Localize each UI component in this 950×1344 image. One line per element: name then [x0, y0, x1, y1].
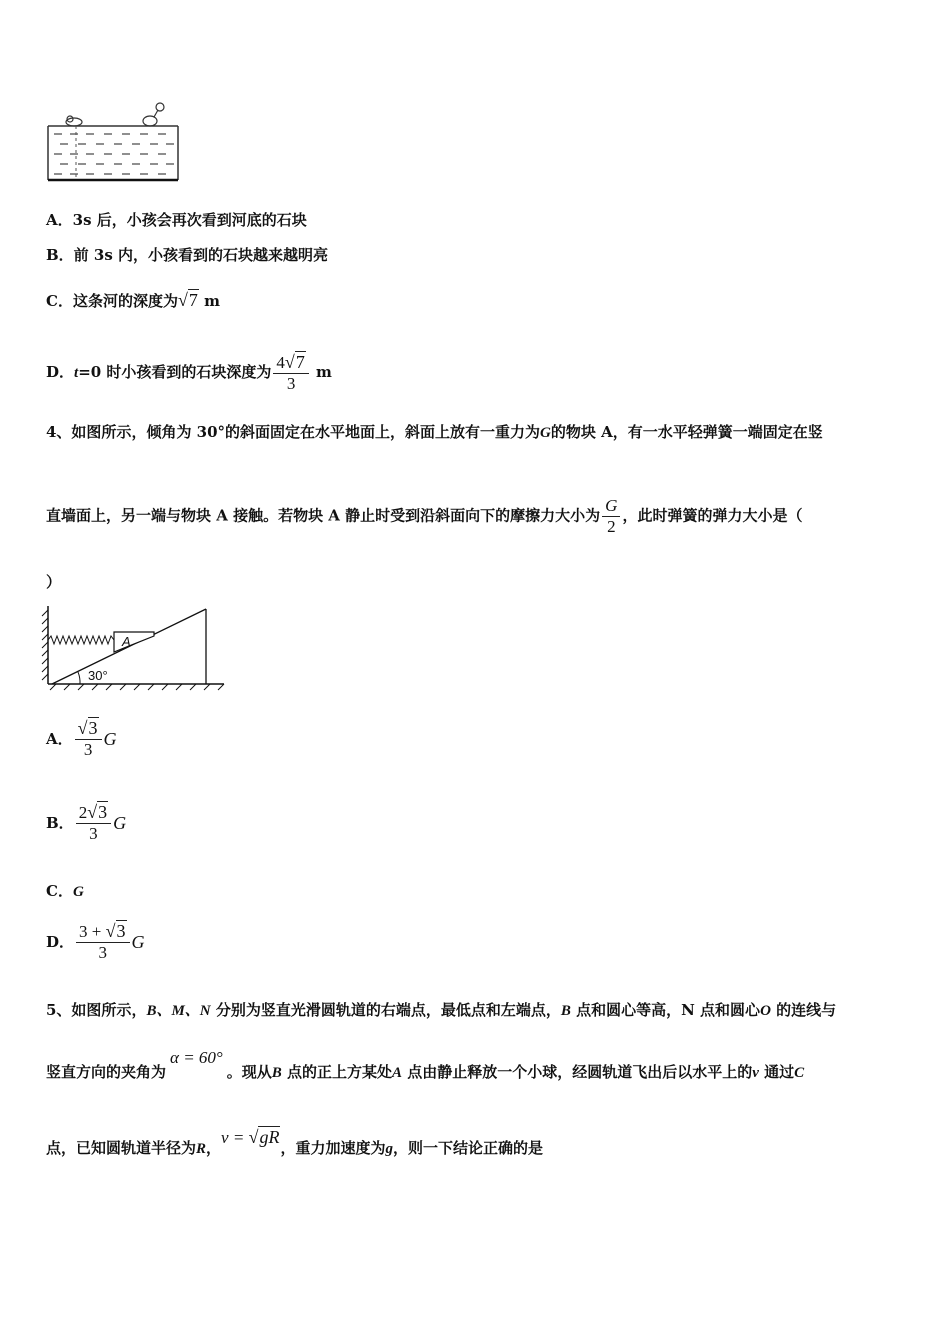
- q4-option-d-label: D．: [46, 933, 75, 951]
- q5-line3-var-g: g: [385, 1141, 393, 1157]
- q3-option-c-sqrt: √7: [177, 290, 198, 310]
- q4-friction-fraction: [602, 496, 620, 537]
- q4-stem-line2: [46, 496, 802, 537]
- q4-line1-text-b: 的物块 A，有一水平轻弹簧一端固定在竖: [550, 423, 823, 441]
- q5-alpha-equation: α = 60°: [170, 1048, 223, 1067]
- q5-line2-text-e: 通过: [758, 1063, 795, 1081]
- q5-v-eq-left: v =: [221, 1128, 249, 1147]
- q5-line3-text-c: ，重力加速度为: [280, 1139, 386, 1157]
- q5-line3-var-r: R: [196, 1141, 207, 1157]
- q4-option-b-fraction: $\frac{2√3}{3}$: [76, 802, 111, 844]
- q3-option-b: B．前 3s 内，小孩看到的石块越来越明亮: [46, 246, 329, 264]
- q4-option-a-var: G: [103, 729, 117, 749]
- q4-option-d-var: G: [131, 932, 145, 952]
- q4-option-d-fraction: $\frac{3 + √3}{3}$: [76, 921, 129, 963]
- q5-line2-text-d: 点由静止释放一个小球，经圆轨道飞出后以水平上的: [402, 1063, 753, 1081]
- q5-stem-line3: [46, 1127, 543, 1159]
- q4-option-a-fraction: $\frac{√3}{3}$: [75, 718, 102, 760]
- q4-option-b-label: B．: [46, 814, 74, 832]
- q3-option-d-text: =0 时小孩看到的石块深度为: [78, 363, 272, 381]
- incline-figure: [40, 600, 230, 692]
- q3-option-d-fraction: $\frac{4√7}{3}$: [273, 352, 308, 394]
- q4-option-b-radicand: 3: [98, 802, 108, 822]
- q3-option-d-var: t: [74, 365, 79, 381]
- q4-option-c: [46, 881, 84, 902]
- q3-option-c: [46, 290, 220, 311]
- q4-option-a: [46, 718, 117, 760]
- q5-line1-text-b: 分别为竖直光滑圆轨道的右端点，最低点和左端点，: [210, 1001, 561, 1019]
- q5-line1-text-d: 的连线与: [770, 1001, 837, 1019]
- q4-option-b-coef: 2: [78, 803, 88, 822]
- q4-stem-line3: ）: [46, 573, 62, 591]
- q5-line3-text-d: ，则一下结论正确的是: [392, 1139, 543, 1157]
- q5-line3-text-b: ，: [206, 1139, 222, 1157]
- q3-option-a: A．3s 后，小孩会再次看到河底的石块: [46, 211, 307, 229]
- angle-label: 30°: [88, 668, 108, 683]
- q4-option-a-label: A．: [46, 730, 73, 748]
- q5-line2-var-a: A: [391, 1065, 402, 1081]
- q4-option-a-den: 3: [75, 739, 102, 760]
- q4-option-a-radicand: 3: [88, 718, 98, 738]
- q5-line2-text-a: 竖直方向的夹角为: [46, 1063, 167, 1081]
- q4-line1-text-a: 4、如图所示，倾角为 30°的斜面固定在水平地面上，斜面上放有一重力为: [46, 423, 541, 441]
- q4-frac-den: 2: [602, 516, 620, 537]
- q5-v-eq-radicand: gR: [259, 1127, 280, 1147]
- q4-option-b-var: G: [113, 813, 127, 833]
- q5-stem-line2: [46, 1048, 805, 1083]
- q5-line1-text-a: 5、如图所示，: [46, 1001, 147, 1019]
- block-label: A: [122, 634, 131, 649]
- q3-option-c-unit: m: [204, 292, 220, 310]
- q5-line2-text-b: 。现从: [226, 1063, 272, 1081]
- q5-line2-var-v: v: [752, 1065, 759, 1081]
- q3-option-c-radicand: 7: [188, 290, 198, 310]
- q3-option-d-radicand: 7: [295, 352, 305, 372]
- q3-option-d: [46, 352, 332, 394]
- q3-option-d-label: D．: [46, 363, 75, 381]
- q5-stem-line1: [46, 1000, 836, 1021]
- q4-line1-var-g: G: [540, 425, 551, 441]
- q4-option-d-radicand: 3: [116, 921, 126, 941]
- q4-line2-text-b: ，此时弹簧的弹力大小是（: [622, 506, 803, 525]
- q5-line1-var-o: O: [760, 1003, 771, 1019]
- q4-line2-text-a: 直墙面上，另一端与物块 A 接触。若物块 A 静止时受到沿斜面向下的摩擦力大小为: [46, 506, 601, 525]
- q4-option-d-num-a: 3 +: [79, 922, 106, 941]
- q3-option-d-unit: m: [316, 363, 332, 381]
- q5-line1-text-c: 点和圆心等高，N 点和圆心: [570, 1001, 761, 1019]
- q4-option-d-den: 3: [76, 942, 129, 963]
- q3-option-c-text: C．这条河的深度为: [46, 292, 178, 310]
- q4-option-c-var: G: [72, 884, 84, 900]
- q5-line1-var-b: B: [560, 1003, 571, 1019]
- q4-option-d: [46, 921, 145, 963]
- q5-line2-var-c: C: [794, 1065, 805, 1081]
- q5-v-equation: v = √gR: [221, 1127, 280, 1147]
- q4-option-c-label: C．: [46, 882, 73, 900]
- q3-option-d-num: 4: [276, 353, 285, 372]
- q4-option-b-den: 3: [76, 823, 111, 844]
- q3-option-d-den: 3: [273, 373, 308, 394]
- q5-line3-text-a: 点，已知圆轨道半径为: [46, 1139, 197, 1157]
- q5-line2-text-c: 点的正上方某处: [281, 1063, 392, 1081]
- q4-frac-num: G: [605, 496, 618, 515]
- q5-line1-vars: B、M、N: [146, 1003, 211, 1019]
- q5-line2-var-b: B: [271, 1065, 282, 1081]
- q4-option-b: [46, 802, 126, 844]
- q4-stem-line1: [46, 422, 823, 443]
- river-figure: [46, 100, 182, 184]
